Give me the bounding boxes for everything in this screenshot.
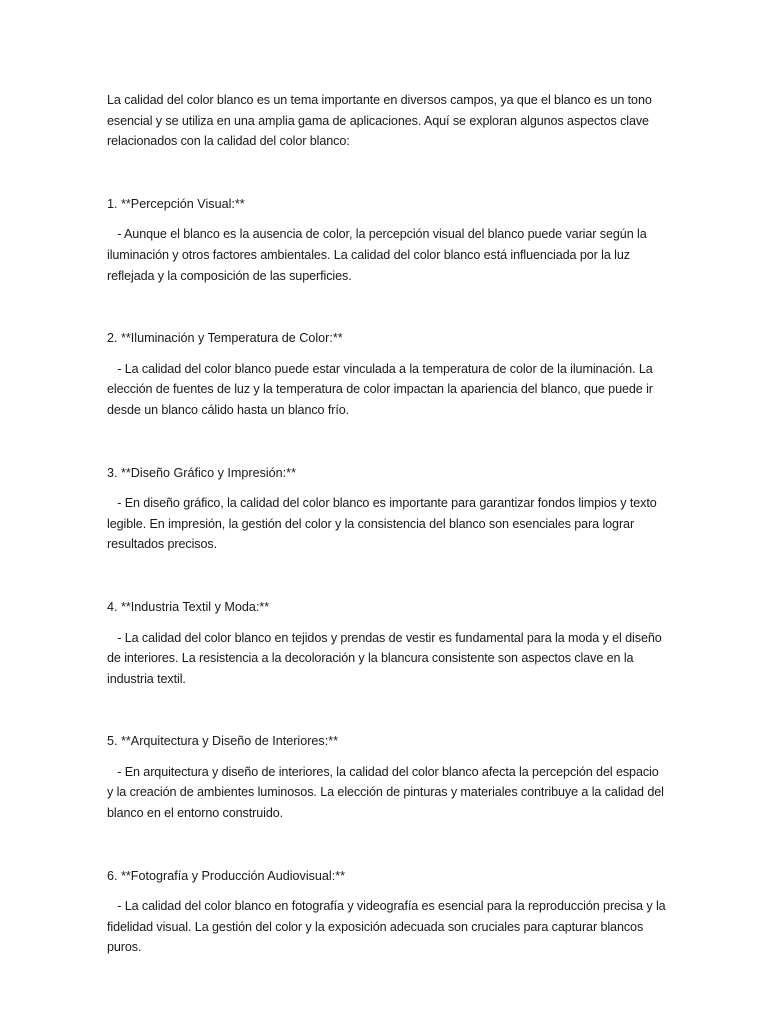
section-heading: 3. **Diseño Gráfico y Impresión:** [107,465,296,480]
section-body-text: - La calidad del color blanco puede estar vinculada a la temperatura de color de la iluminación. La elección de fuentes de luz y la temperatura de color impactan la apariencia del blanco, que puede ir desde un blanco cálido hasta un blanco frío. [107,361,653,417]
section-percepcion-visual [107,194,667,286]
section-heading: 4. **Industria Textil y Moda:** [107,599,270,614]
section-body [107,896,667,958]
section-body-text: - Aunque el blanco es la ausencia de color, la percepción visual del blanco puede variar según la iluminación y otros factores ambientales. La calidad del color blanco está influenciada por la luz reflejada y la composición de las superficies. [107,227,647,283]
section-body-text: - La calidad del color blanco en fotografía y videografía es esencial para la reproducción precisa y la fidelidad visual. La gestión del color y la exposición adecuada son cruciales para capturar blancos puros. [107,899,666,955]
section-iluminacion [107,328,667,420]
document-content [107,90,667,1000]
section-body-text: - En arquitectura y diseño de interiores, la calidad del color blanco afecta la percepción del espacio y la creación de ambientes luminosos. La elección de pinturas y materiales contribuye a la calidad del blanco en el entorno construido. [107,764,664,821]
section-industria-textil [107,597,667,689]
section-heading: 2. **Iluminación y Temperatura de Color:** [107,331,343,346]
section-heading: 6. **Fotografía y Producción Audiovisual:** [107,868,346,883]
section-body-text: - En diseño gráfico, la calidad del color blanco es importante para garantizar fondos limpios y texto legible. En impresión, la gestión del color y la consistencia del blanco son esenciales para lograr resultados precisos. [107,496,657,552]
section-body [107,359,667,421]
section-heading: 1. **Percepción Visual:** [107,196,245,211]
section-fotografia [107,866,667,958]
intro-paragraph: La calidad del color blanco es un tema importante en diversos campos, ya que el blanco es un tono esencial y se utiliza en una amplia gama de aplicaciones. Aquí se exploran algunos aspectos clave relacionados con la calidad del color blanco: [107,93,652,149]
section-diseno-grafico [107,463,667,555]
section-body [107,493,667,555]
section-body [107,762,667,824]
section-arquitectura [107,731,667,823]
section-body-text: - La calidad del color blanco en tejidos y prendas de vestir es fundamental para la moda y el diseño de interiores. La resistencia a la decoloración y la blancura consistente son aspectos clave en la industria textil. [107,630,662,686]
section-body [107,224,667,286]
section-body [107,628,667,690]
section-heading: 5. **Arquitectura y Diseño de Interiores:** [107,734,339,749]
